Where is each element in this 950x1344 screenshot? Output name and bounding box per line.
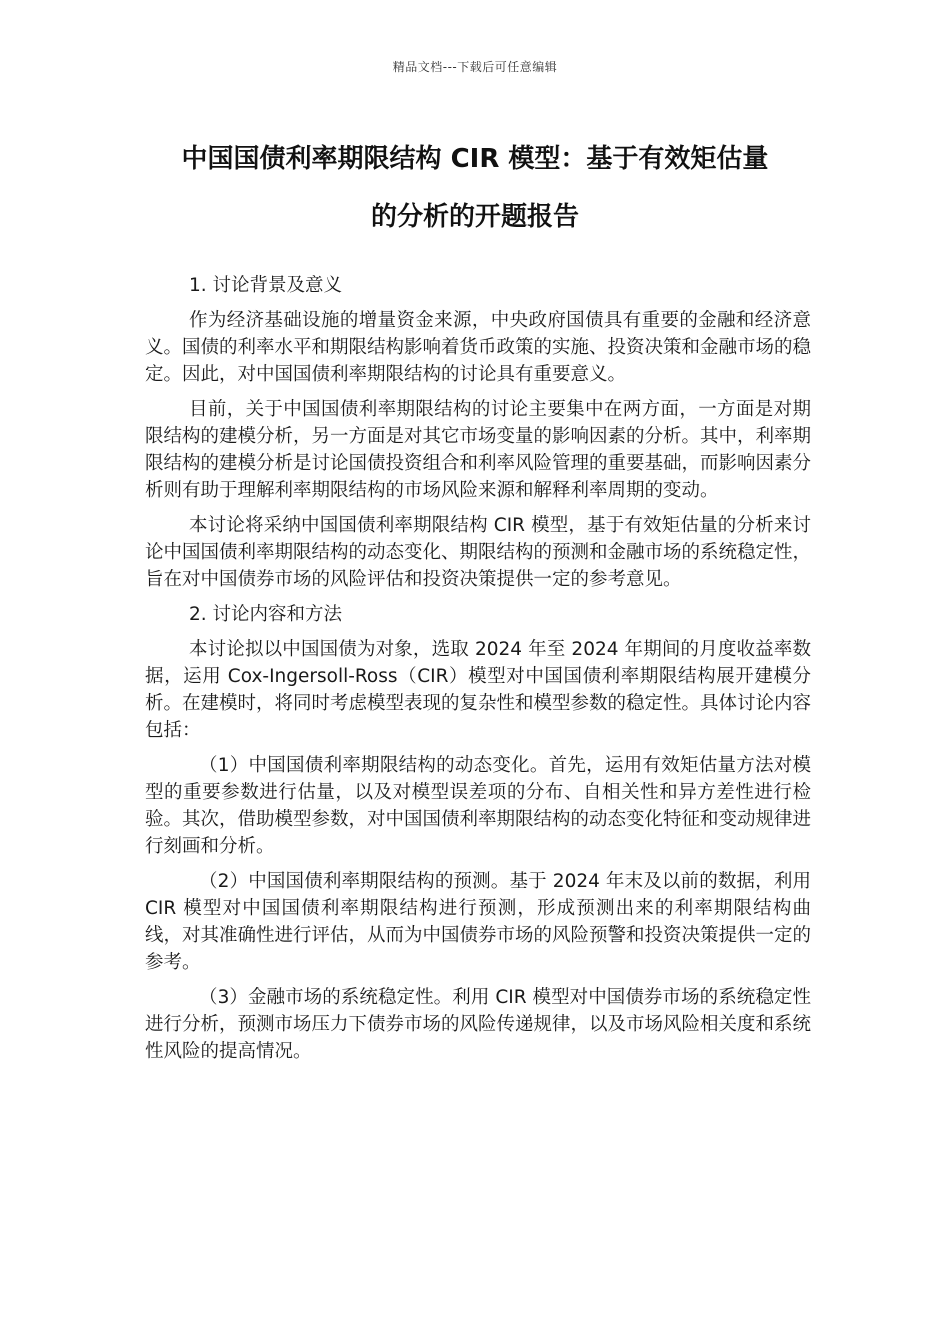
document-title xyxy=(120,130,830,246)
section-1-paragraph-3: 本讨论将采纳中国国债利率期限结构 CIR 模型，基于有效矩估量的分析来讨论中国国债利率期限结构的动态变化、期限结构的预测和金融市场的系统稳定性，旨在对中国债券市场的风险评估和投资决策提供一定的参考意见。 xyxy=(145,515,812,590)
section-2-item-1: （1）中国国债利率期限结构的动态变化。首先，运用有效矩估量方法对模型的重要参数进行估量，以及对模型误差项的分布、自相关性和异方差性进行检验。其次，借助模型参数，对中国国债利率期限结构的动态变化特征和变动规律进行刻画和分析。 xyxy=(145,755,812,857)
document-body xyxy=(145,272,811,1073)
section-1-paragraph-1: 作为经济基础设施的增量资金来源，中央政府国债具有重要的金融和经济意义。国债的利率水平和期限结构影响着货币政策的实施、投资决策和金融市场的稳定。因此，对中国国债利率期限结构的讨论具有重要意义。 xyxy=(145,310,812,385)
section-1-paragraph-2: 目前，关于中国国债利率期限结构的讨论主要集中在两方面，一方面是对期限结构的建模分析，另一方面是对其它市场变量的影响因素的分析。其中，利率期限结构的建模分析是讨论国债投资组合和利率风险管理的重要基础，而影响因素分析则有助于理解利率期限结构的市场风险来源和解释利率周期的变动。 xyxy=(145,399,812,501)
section-2-item-2: （2）中国国债利率期限结构的预测。基于 2024 年末及以前的数据，利用 CIR 模型对中国国债利率期限结构进行预测，形成预测出来的利率期限结构曲线，对其准确性进行评估，从而为中国债券市场的风险预警和投资决策提供一定的参考。 xyxy=(145,871,812,973)
header-note: 精品文档---下载后可任意编辑 xyxy=(392,60,558,74)
title-line-2: 的分析的开题报告 xyxy=(370,202,579,232)
section-2-heading: 2. 讨论内容和方法 xyxy=(189,604,343,625)
section-2-paragraph-1: 本讨论拟以中国国债为对象，选取 2024 年至 2024 年期间的月度收益率数据，运用 Cox-Ingersoll-Ross（CIR）模型对中国国债利率期限结构展开建模分析。在建模时，将同时考虑模型表现的复杂性和模型参数的稳定性。具体讨论内容包括： xyxy=(145,639,812,741)
title-line-1: 中国国债利率期限结构 CIR 模型：基于有效矩估量 xyxy=(181,144,769,174)
section-2-item-3: （3）金融市场的系统稳定性。利用 CIR 模型对中国债券市场的系统稳定性进行分析，预测市场压力下债券市场的风险传递规律，以及市场风险相关度和系统性风险的提高情况。 xyxy=(145,987,812,1062)
section-1-heading: 1. 讨论背景及意义 xyxy=(189,275,343,296)
